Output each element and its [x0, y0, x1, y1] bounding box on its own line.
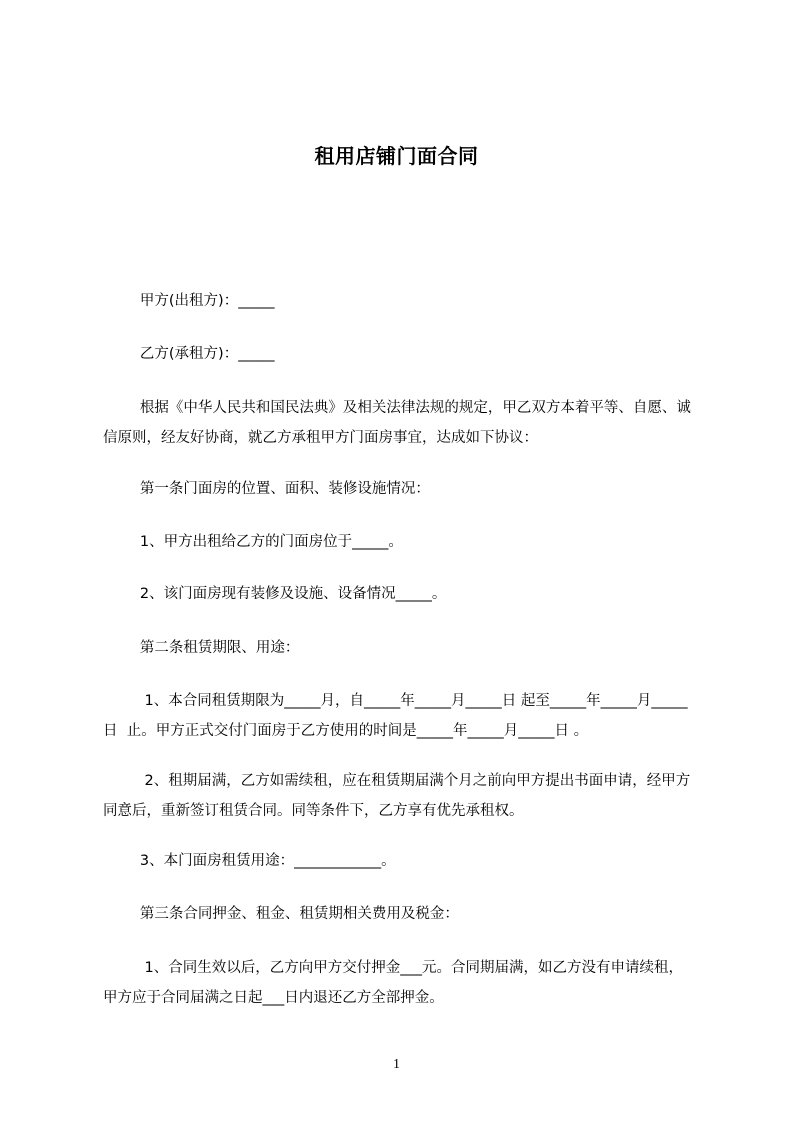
article-1-clause-1: 1、甲方出租给乙方的门面房位于_____。 [103, 534, 403, 550]
article-1-clause-2: 2、该门面房现有装修及设施、设备情况_____。 [103, 586, 447, 602]
party-a-line: 甲方(出租方)：_____ [103, 293, 275, 309]
preamble-paragraph: 根据《中华人民共和国民法典》及相关法律法规的规定，甲乙双方本着平等、自愿、诚信原则，经友好协商，就乙方承租甲方门面房事宜，达成如下协议： [103, 400, 691, 446]
article-3-heading: 第三条合同押金、租金、租赁期相关费用及税金： [103, 906, 459, 922]
page-number: 1 [393, 1057, 400, 1072]
article-3-clause-1: 1、合同生效以后，乙方向甲方交付押金___元。合同期届满，如乙方没有申请续租，甲方应于合同届满之日起___日内退还乙方全部押金。 [103, 960, 683, 1006]
article-2-clause-2: 2、租期届满，乙方如需续租，应在租赁期届满个月之前向甲方提出书面申请，经甲方同意后，重新签订租赁合同。同等条件下，乙方享有优先承租权。 [103, 773, 691, 819]
article-2-clause-3: 3、本门面房租赁用途：____________。 [103, 853, 396, 869]
article-2-heading: 第二条租赁期限、用途： [103, 640, 300, 656]
document-title: 租用店铺门面合同 [314, 144, 479, 168]
party-b-line: 乙方(承租方)：_____ [103, 346, 275, 362]
article-2-clause-1: 1、本合同租赁期限为_____月，自_____年_____月_____日 起至_____年_____月_____日 止。甲方正式交付门面房于乙方使用的时间是_____年_____月_____日 。 [103, 693, 688, 739]
article-1-heading: 第一条门面房的位置、面积、装修设施情况： [103, 481, 430, 497]
